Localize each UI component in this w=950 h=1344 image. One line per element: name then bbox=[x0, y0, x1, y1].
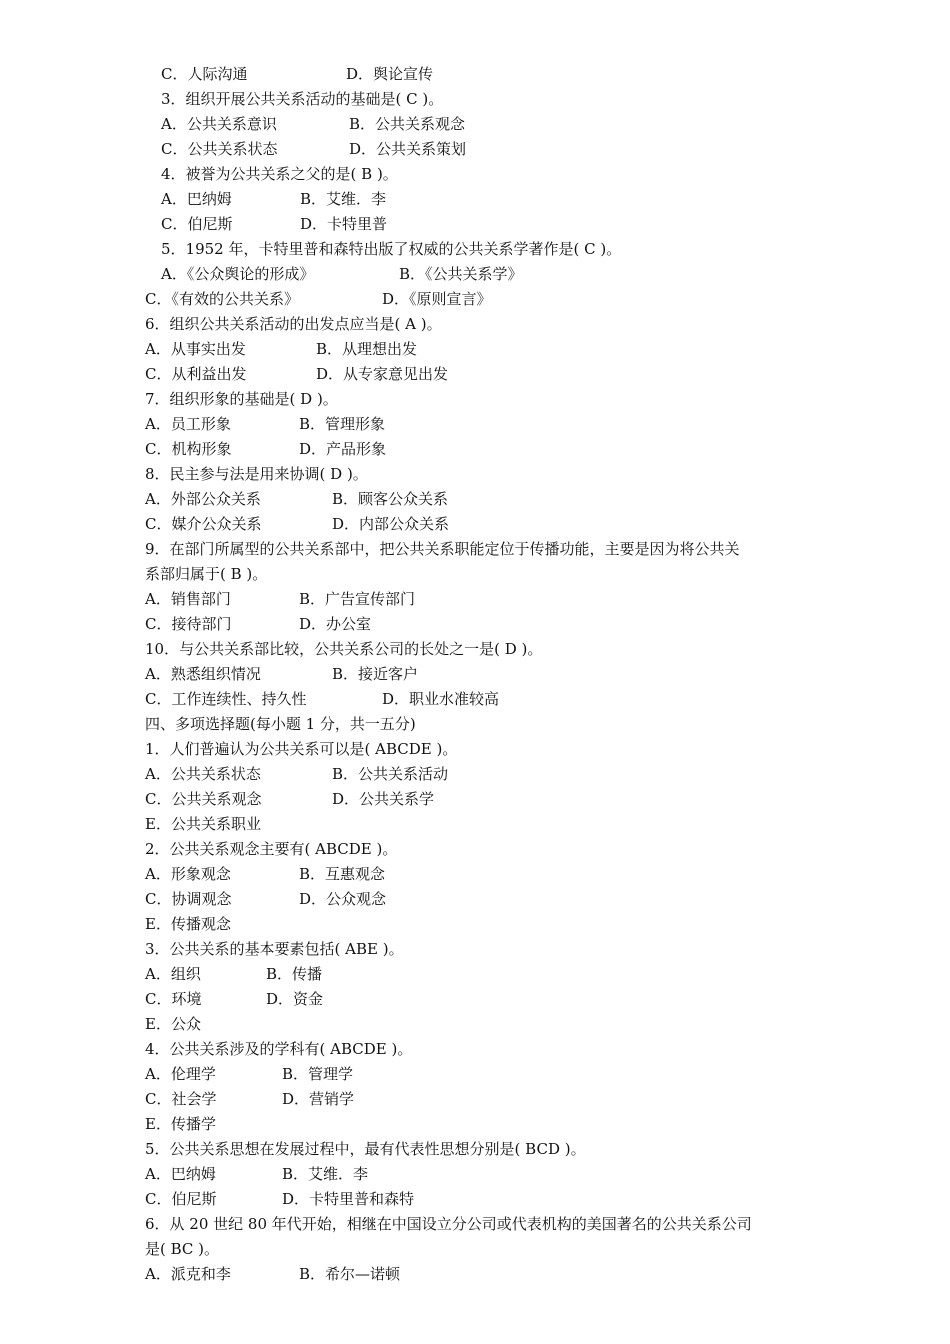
option-text: A．公共关系状态 bbox=[145, 765, 261, 783]
option-text: E．公众 bbox=[145, 1015, 201, 1033]
question-text: 7．组织形象的基础是( D )。 bbox=[145, 390, 338, 408]
option-text: B．接近客户 bbox=[332, 665, 419, 683]
text-line bbox=[161, 64, 247, 84]
option-text: D．舆论宣传 bbox=[346, 65, 434, 83]
option-text: B．公共关系活动 bbox=[332, 765, 449, 783]
option-text: C．协调观念 bbox=[145, 890, 232, 908]
section-heading: 四、多项选择题(每小题 1 分，共一五分) bbox=[145, 715, 416, 733]
question-text: 3．公共关系的基本要素包括( ABE )。 bbox=[145, 940, 404, 958]
option-text: D．公众观念 bbox=[299, 890, 387, 908]
option-text: A．伦理学 bbox=[145, 1065, 216, 1083]
question-text: 4．公共关系涉及的学科有( ABCDE )。 bbox=[145, 1040, 413, 1058]
question-text: 6．从 20 世纪 80 年代开始，相继在中国设立分公司或代表机构的美国著名的公共关系公司 bbox=[145, 1215, 752, 1233]
option-text: A．员工形象 bbox=[145, 415, 231, 433]
question-text: 1．人们普遍认为公共关系可以是( ABCDE )。 bbox=[145, 740, 458, 758]
option-text: C．机构形象 bbox=[145, 440, 232, 458]
option-text: B．互惠观念 bbox=[299, 865, 386, 883]
option-text: D．公共关系学 bbox=[332, 790, 435, 808]
option-text: A．巴纳姆 bbox=[145, 1165, 216, 1183]
option-text: C．公共关系状态 bbox=[161, 140, 278, 158]
option-text: D．《原则宣言》 bbox=[382, 290, 492, 308]
option-text: D．卡特里普 bbox=[300, 215, 388, 233]
option-text: A．派克和李 bbox=[145, 1265, 231, 1283]
question-text: 4．被誉为公共关系之父的是( B )。 bbox=[161, 165, 398, 183]
option-text: B．艾维．李 bbox=[300, 190, 387, 208]
option-text: C．伯尼斯 bbox=[145, 1190, 217, 1208]
option-text: D．办公室 bbox=[299, 615, 372, 633]
option-text: A．形象观念 bbox=[145, 865, 231, 883]
question-text: 3．组织开展公共关系活动的基础是( C )。 bbox=[161, 90, 444, 108]
option-text: C．人际沟通 bbox=[161, 65, 248, 83]
question-text: 5．公共关系思想在发展过程中，最有代表性思想分别是( BCD )。 bbox=[145, 1140, 586, 1158]
option-text: B．传播 bbox=[266, 965, 323, 983]
question-text: 5．1952 年，卡特里普和森特出版了权威的公共关系学著作是( C )。 bbox=[161, 240, 622, 258]
option-text: B．希尔—诺顿 bbox=[299, 1265, 401, 1283]
question-text: 系部归属于( B )。 bbox=[145, 565, 268, 583]
option-text: B．顾客公众关系 bbox=[332, 490, 449, 508]
option-text: D．产品形象 bbox=[299, 440, 387, 458]
option-text: C．工作连续性、持久性 bbox=[145, 690, 307, 708]
option-text: A．《公众舆论的形成》 bbox=[161, 265, 315, 283]
option-text: B．公共关系观念 bbox=[349, 115, 466, 133]
option-text: B．管理学 bbox=[282, 1065, 354, 1083]
question-text: 8．民主参与法是用来协调( D )。 bbox=[145, 465, 368, 483]
option-text: C．从利益出发 bbox=[145, 365, 247, 383]
option-text: C．伯尼斯 bbox=[161, 215, 233, 233]
option-text: D．公共关系策划 bbox=[349, 140, 467, 158]
option-text: D．内部公众关系 bbox=[332, 515, 450, 533]
option-text: D．卡特里普和森特 bbox=[282, 1190, 415, 1208]
option-text: C．媒介公众关系 bbox=[145, 515, 262, 533]
question-text: 10．与公共关系部比较，公共关系公司的长处之一是( D )。 bbox=[145, 640, 543, 658]
option-text: A．外部公众关系 bbox=[145, 490, 261, 508]
option-text: B．广告宣传部门 bbox=[299, 590, 416, 608]
option-text: E．传播观念 bbox=[145, 915, 231, 933]
text-line bbox=[346, 64, 433, 84]
option-text: B．艾维．李 bbox=[282, 1165, 369, 1183]
question-text: 6．组织公共关系活动的出发点应当是( A )。 bbox=[145, 315, 442, 333]
option-text: D．资金 bbox=[266, 990, 324, 1008]
option-text: C．公共关系观念 bbox=[145, 790, 262, 808]
question-text: 是( BC )。 bbox=[145, 1240, 220, 1258]
option-text: A．组织 bbox=[145, 965, 201, 983]
option-text: A．巴纳姆 bbox=[161, 190, 232, 208]
option-text: D．职业水准较高 bbox=[382, 690, 500, 708]
option-text: C．接待部门 bbox=[145, 615, 232, 633]
option-text: C．环境 bbox=[145, 990, 202, 1008]
option-text: A．熟悉组织情况 bbox=[145, 665, 261, 683]
option-text: A．公共关系意识 bbox=[161, 115, 277, 133]
option-text: E．传播学 bbox=[145, 1115, 216, 1133]
option-text: E．公共关系职业 bbox=[145, 815, 261, 833]
option-text: B．管理形象 bbox=[299, 415, 386, 433]
option-text: C．《有效的公共关系》 bbox=[145, 290, 299, 308]
option-text: D．从专家意见出发 bbox=[316, 365, 449, 383]
option-text: A．从事实出发 bbox=[145, 340, 246, 358]
option-text: A．销售部门 bbox=[145, 590, 231, 608]
question-text: 2．公共关系观念主要有( ABCDE )。 bbox=[145, 840, 398, 858]
option-text: C．社会学 bbox=[145, 1090, 217, 1108]
option-text: B．从理想出发 bbox=[316, 340, 418, 358]
option-text: D．营销学 bbox=[282, 1090, 355, 1108]
option-text: B．《公共关系学》 bbox=[399, 265, 523, 283]
question-text: 9．在部门所属型的公共关系部中，把公共关系职能定位于传播功能，主要是因为将公共关 bbox=[145, 540, 740, 558]
